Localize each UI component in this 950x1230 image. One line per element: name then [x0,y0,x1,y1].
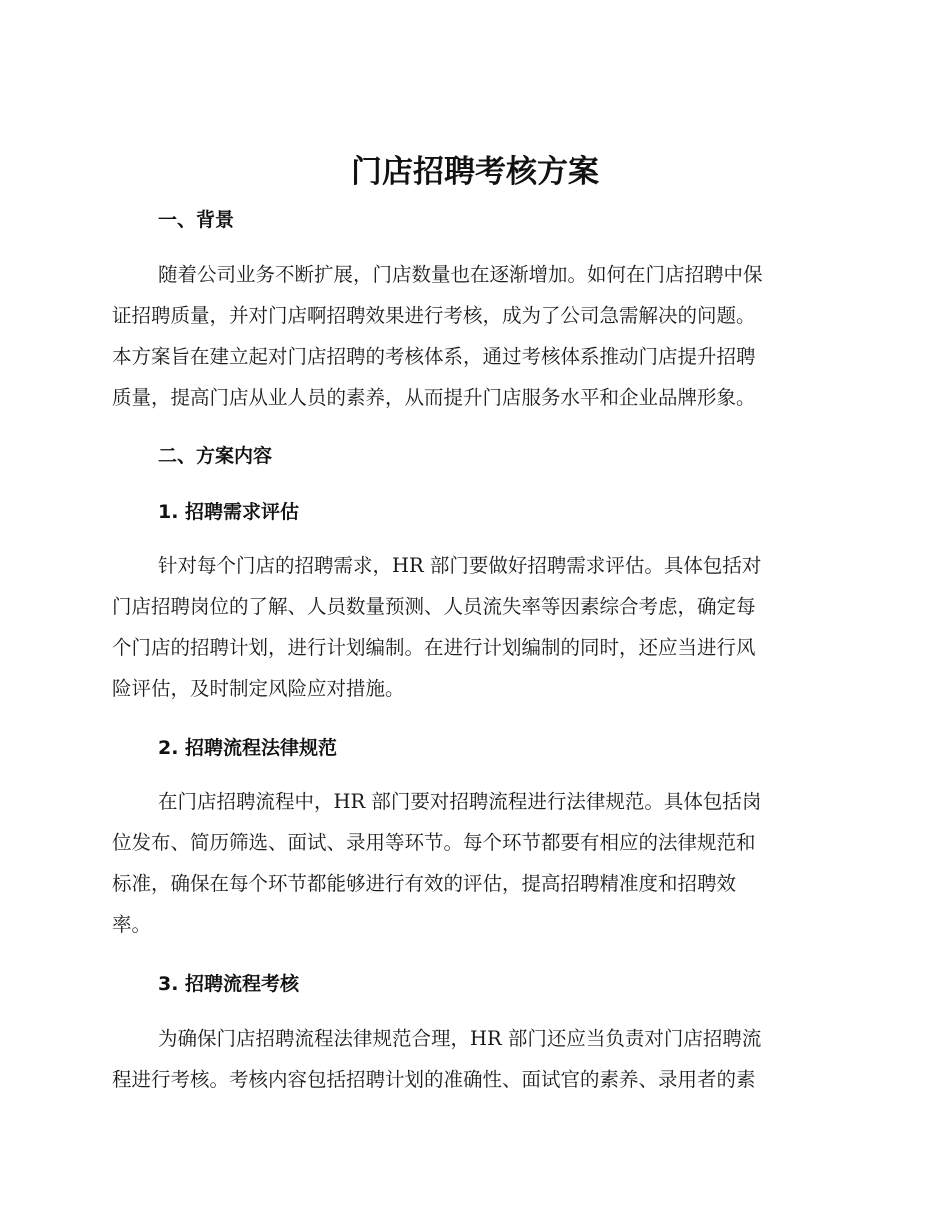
section-heading-background: 一、背景 [158,209,235,231]
paragraph-line: 率。 [112,913,152,936]
paragraph-line: 程进行考核。考核内容包括招聘计划的准确性、面试官的素养、录用者的素 [112,1068,756,1091]
demand-assessment-paragraph [112,545,832,709]
subsection-heading-demand-assessment: 1. 招聘需求评估 [158,501,300,523]
paragraph-line: 针对每个门店的招聘需求，HR 部门要做好招聘需求评估。具体包括对 [158,554,762,577]
paragraph-line: 质量，提高门店从业人员的素养，从而提升门店服务水平和企业品牌形象。 [112,386,756,409]
paragraph-line: 位发布、简历筛选、面试、录用等环节。每个环节都要有相应的法律规范和 [112,831,756,854]
paragraph-line: 本方案旨在建立起对门店招聘的考核体系，通过考核体系推动门店提升招聘 [112,345,756,368]
subsection-heading-legal-compliance: 2. 招聘流程法律规范 [158,737,338,759]
legal-compliance-paragraph [112,781,832,945]
paragraph-line: 门店招聘岗位的了解、人员数量预测、人员流失率等因素综合考虑，确定每 [112,595,756,618]
process-assessment-paragraph [112,1018,832,1100]
background-paragraph [112,254,832,418]
paragraph-line: 险评估，及时制定风险应对措施。 [112,677,405,700]
paragraph-line: 为确保门店招聘流程法律规范合理，HR 部门还应当负责对门店招聘流 [158,1027,762,1050]
document-title: 门店招聘考核方案 [351,154,599,190]
paragraph-line: 随着公司业务不断扩展，门店数量也在逐渐增加。如何在门店招聘中保 [158,263,763,286]
paragraph-line: 标准，确保在每个环节都能够进行有效的评估，提高招聘精准度和招聘效 [112,872,737,895]
section-heading-plan-content: 二、方案内容 [158,445,273,467]
paragraph-line: 在门店招聘流程中，HR 部门要对招聘流程进行法律规范。具体包括岗 [158,790,762,813]
subsection-heading-process-assessment: 3. 招聘流程考核 [158,973,300,995]
paragraph-line: 个门店的招聘计划，进行计划编制。在进行计划编制的同时，还应当进行风 [112,636,756,659]
paragraph-line: 证招聘质量，并对门店啊招聘效果进行考核，成为了公司急需解决的问题。 [112,304,756,327]
